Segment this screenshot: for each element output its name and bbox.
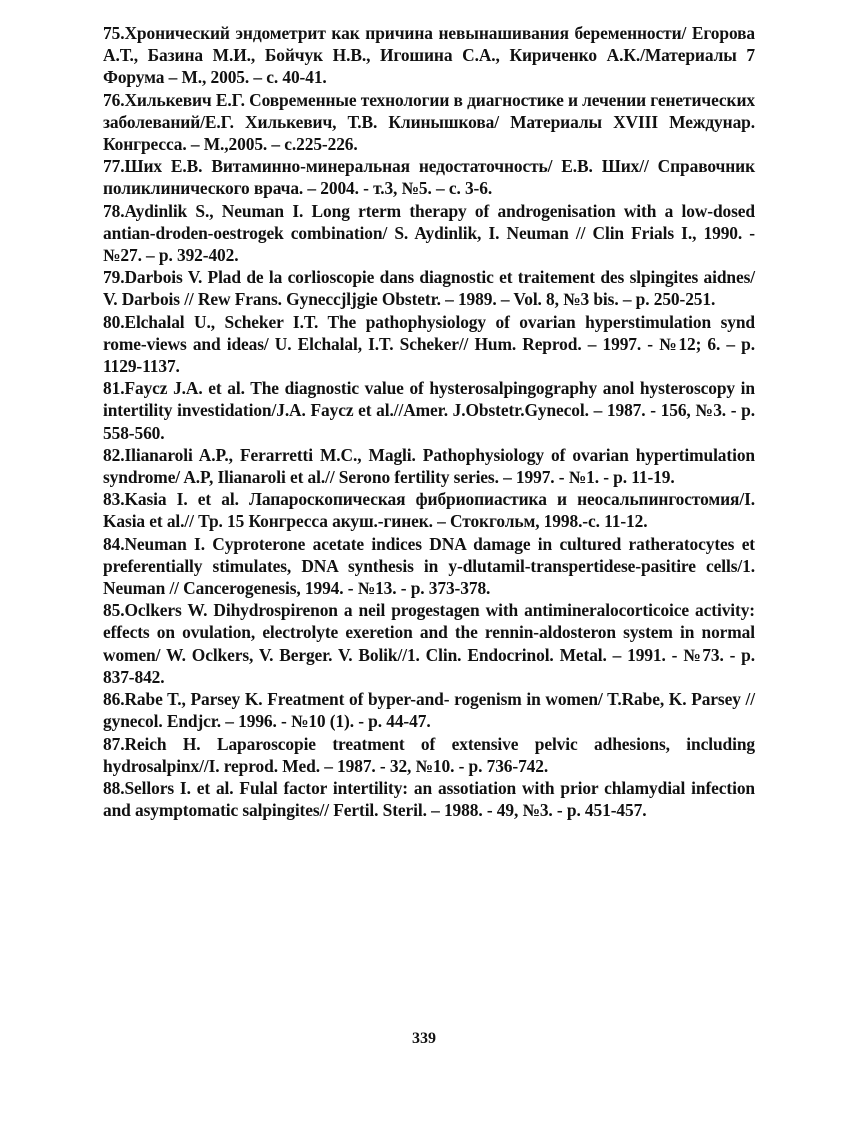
reference-text: Elchalal U., Scheker I.T. The pathophysiology of ovarian hyperstimulation synd rome-views and ideas/ U. Elchalal, I.T. Scheker// Hum. Reprod. – 1997. - №12; 6. – p. 1129-1137. xyxy=(103,311,755,377)
reference-text: Ilianaroli A.P., Ferarretti M.C., Magli. Pathophysiology of ovarian hypertimulation syndrome/ A.P, Ilianaroli et al.// Serono fertility series. – 1997. - №1. - p. 11-19. xyxy=(103,444,755,488)
reference-item xyxy=(103,377,755,444)
reference-number: 76. xyxy=(103,89,125,110)
reference-number: 79. xyxy=(103,267,125,288)
reference-number: 85. xyxy=(103,600,125,621)
reference-item xyxy=(103,688,755,732)
reference-item xyxy=(103,488,755,532)
reference-text: Kasia I. et al. Лапароскопическая фибриопиастика и неосальпингостомия/I. Kasia et al.// Тр. 15 Конгресса акуш.-гинек. – Стокгольм, 1998.-с. 11-12. xyxy=(103,489,755,532)
reference-number: 81. xyxy=(103,378,125,399)
reference-number: 83. xyxy=(103,489,125,510)
reference-text: Ших Е.В. Витаминно-минеральная недостаточность/ Е.В. Ших// Справочник поликлинического врача. – 2004. - т.3, №5. – с. 3-6. xyxy=(103,156,755,199)
reference-item xyxy=(103,777,755,821)
reference-text: Neuman I. Cyproterone acetate indices DNA damage in cultured ratheratocytes et preferentially stimulates, DNA synthesis in y-dlutamil-transpertidese-pasitire cells/1. Neuman // Cancerogenesis, 1994. - №13. - p. 373-378. xyxy=(103,533,755,599)
reference-item xyxy=(103,599,755,688)
reference-number: 77. xyxy=(103,156,125,177)
reference-text: Reich H. Laparoscopie treatment of extensive pelvic adhesions, including hydrosalpinx//I. reprod. Med. – 1987. - 32, №10. - p. 736-742. xyxy=(103,733,755,776)
reference-text: Faycz J.A. et al. The diagnostic value of hysterosalpingography anol hysteroscopy in intertility investidation/J.A. Faycz et al.//Amer. J.Obstetr.Gynecol. – 1987. - 156, №3. - p. 558-560. xyxy=(103,378,755,443)
reference-text: Oclkers W. Dihydrospirenon a neil progestagen with antimineralocorticoice activity: effects on ovulation, electrolyte exeretion and the rennin-aldosteron system in normal women/ W. Oclkers, V. Berger. V. Bolik//1. Clin. Endocrinol. Metal. – 1991. - №73. - p. 837-842. xyxy=(103,600,755,687)
reference-number: 86. xyxy=(103,689,125,710)
reference-item xyxy=(103,266,755,310)
reference-number: 82. xyxy=(103,444,125,465)
reference-number: 80. xyxy=(103,311,125,332)
reference-text: Хронический эндометрит как причина невынашивания беременности/ Егорова А.Т., Базина М.И., Бойчук Н.В., Игошина С.А., Кириченко А.К./Материалы 7 Форума – М., 2005. – с. 40-41. xyxy=(103,23,755,88)
reference-number: 88. xyxy=(103,777,125,798)
reference-item xyxy=(103,444,755,488)
reference-item xyxy=(103,155,755,199)
reference-text: Sellors I. et al. Fulal factor intertility: an assotiation with prior chlamydial infection and asymptomatic salpingites// Fertil. Steril. – 1988. - 49, №3. - p. 451-457. xyxy=(103,777,755,821)
reference-item xyxy=(103,89,755,156)
reference-item xyxy=(103,200,755,267)
page-number: 339 xyxy=(412,1030,436,1047)
reference-item xyxy=(103,311,755,378)
reference-text: Darbois V. Plad de la corlioscopie dans diagnostic et traitement des slpingites aidnes/ V. Darbois // Rew Frans. Gyneccjljgie Obstetr. – 1989. – Vol. 8, №3 bis. – p. 250-251. xyxy=(103,267,755,310)
reference-item xyxy=(103,22,755,89)
reference-number: 75. xyxy=(103,23,125,43)
reference-number: 84. xyxy=(103,533,125,554)
reference-number: 87. xyxy=(103,733,125,754)
reference-text: Aydinlik S., Neuman I. Long rterm therapy of androgenisation with a low-dosed antian-droden-oestrogek combination/ S. Aydinlik, I. Neuman // Clin Frials I., 1990. - №27. – p. 392-402. xyxy=(103,200,755,266)
reference-item xyxy=(103,533,755,600)
reference-text: Rabe T., Parsey K. Freatment of byper-and- rogenism in women/ T.Rabe, K. Parsey // gynecol. Endjcr. – 1996. - №10 (1). - p. 44-47. xyxy=(103,689,755,732)
reference-text: Хилькевич Е.Г. Современные технологии в диагностике и лечении генетических заболеваний/Е.Г. Хилькевич, Т.В. Клинышкова/ Материалы XVIII Междунар. Конгресса. – М.,2005. – с.225-226. xyxy=(103,89,755,155)
reference-list xyxy=(103,22,755,821)
reference-number: 78. xyxy=(103,200,125,221)
reference-item xyxy=(103,733,755,777)
